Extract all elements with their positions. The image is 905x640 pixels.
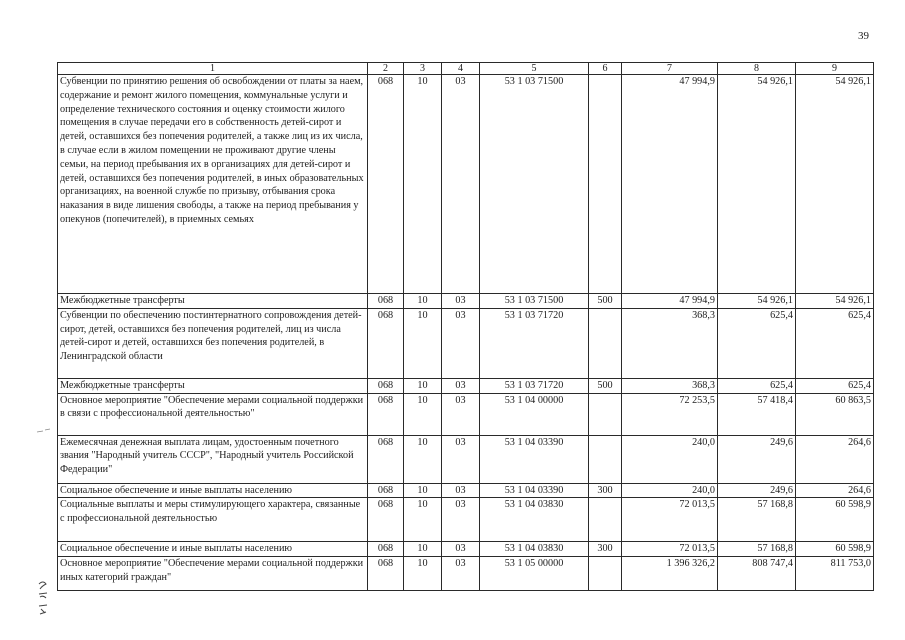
cell-value-col8: 57 168,8 xyxy=(718,498,796,542)
cell-subsection: 03 xyxy=(442,483,480,498)
table-row xyxy=(58,557,874,591)
cell-target-article: 53 1 03 71720 xyxy=(480,308,589,378)
cell-section: 10 xyxy=(404,308,442,378)
cell-expense-type xyxy=(589,557,622,591)
cell-value-col7: 240,0 xyxy=(622,435,718,483)
cell-ministry: 068 xyxy=(368,435,404,483)
cell-expense-type: 500 xyxy=(589,294,622,309)
row-name: Субвенции по обеспечению постинтернатного сопровождения детей-сирот, детей, оставшихся без попечения родителей, лиц из числа детей-сирот и детей, оставшихся без попечения родителей, в Ленинградской области xyxy=(58,308,368,378)
header-cell: 6 xyxy=(589,63,622,75)
table-row xyxy=(58,308,874,378)
cell-value-col9: 60 863,5 xyxy=(796,393,874,435)
table-row xyxy=(58,75,874,294)
cell-target-article: 53 1 04 00000 xyxy=(480,393,589,435)
row-name: Субвенции по принятию решения об освобождении от платы за наем, содержание и ремонт жилого помещения, коммунальные услуги и определение технического состояния и оценку стоимости жилого помещения в случае передачи его в собственность детей-сирот и детей, оставшихся без попечения родителей, а также лиц из их числа, в случае если в жилом помещении не проживают другие члены семьи, на период пребывания их в организациях для детей-сирот и детей, оставшихся без попечения родителей, в иных образовательных организациях, на военной службе по призыву, отбывания срока наказания в виде лишения свободы, а также на период пребывания у опекунов (попечителей), в приемных семьях xyxy=(58,75,368,294)
cell-value-col9: 54 926,1 xyxy=(796,75,874,294)
header-cell: 4 xyxy=(442,63,480,75)
cell-value-col8: 54 926,1 xyxy=(718,75,796,294)
cell-expense-type xyxy=(589,498,622,542)
cell-subsection: 03 xyxy=(442,435,480,483)
cell-value-col9: 625,4 xyxy=(796,378,874,393)
cell-target-article: 53 1 04 03390 xyxy=(480,483,589,498)
cell-subsection: 03 xyxy=(442,557,480,591)
cell-value-col7: 1 396 326,2 xyxy=(622,557,718,591)
cell-section: 10 xyxy=(404,557,442,591)
cell-value-col8: 54 926,1 xyxy=(718,294,796,309)
cell-ministry: 068 xyxy=(368,378,404,393)
row-name: Основное мероприятие "Обеспечение мерами социальной поддержки иных категорий граждан" xyxy=(58,557,368,591)
cell-section: 10 xyxy=(404,75,442,294)
cell-section: 10 xyxy=(404,542,442,557)
cell-subsection: 03 xyxy=(442,294,480,309)
cell-value-col8: 249,6 xyxy=(718,435,796,483)
cell-value-col9: 60 598,9 xyxy=(796,498,874,542)
header-cell: 8 xyxy=(718,63,796,75)
header-cell: 5 xyxy=(480,63,589,75)
cell-value-col9: 264,6 xyxy=(796,483,874,498)
cell-value-col7: 240,0 xyxy=(622,483,718,498)
table-row xyxy=(58,498,874,542)
cell-value-col9: 60 598,9 xyxy=(796,542,874,557)
cell-ministry: 068 xyxy=(368,542,404,557)
cell-expense-type: 300 xyxy=(589,483,622,498)
row-name: Социальное обеспечение и иные выплаты населению xyxy=(58,542,368,557)
cell-section: 10 xyxy=(404,498,442,542)
cell-subsection: 03 xyxy=(442,498,480,542)
cell-value-col8: 625,4 xyxy=(718,308,796,378)
cell-section: 10 xyxy=(404,483,442,498)
cell-expense-type xyxy=(589,393,622,435)
row-name: Межбюджетные трансферты xyxy=(58,378,368,393)
cell-section: 10 xyxy=(404,393,442,435)
table-row xyxy=(58,542,874,557)
header-cell: 3 xyxy=(404,63,442,75)
cell-expense-type: 500 xyxy=(589,378,622,393)
cell-ministry: 068 xyxy=(368,483,404,498)
cell-value-col7: 72 013,5 xyxy=(622,498,718,542)
cell-value-col7: 368,3 xyxy=(622,378,718,393)
margin-tick-mark xyxy=(36,428,52,434)
header-cell: 7 xyxy=(622,63,718,75)
cell-section: 10 xyxy=(404,435,442,483)
cell-ministry: 068 xyxy=(368,393,404,435)
cell-value-col9: 264,6 xyxy=(796,435,874,483)
cell-value-col9: 625,4 xyxy=(796,308,874,378)
header-cell: 1 xyxy=(58,63,368,75)
header-cell: 9 xyxy=(796,63,874,75)
cell-target-article: 53 1 05 00000 xyxy=(480,557,589,591)
table-row xyxy=(58,435,874,483)
cell-subsection: 03 xyxy=(442,75,480,294)
table-row xyxy=(58,483,874,498)
row-name: Ежемесячная денежная выплата лицам, удостоенным почетного звания "Народный учитель СССР", "Народный учитель Российской Федерации" xyxy=(58,435,368,483)
cell-value-col8: 249,6 xyxy=(718,483,796,498)
cell-expense-type xyxy=(589,435,622,483)
row-name: Социальное обеспечение и иные выплаты населению xyxy=(58,483,368,498)
cell-ministry: 068 xyxy=(368,308,404,378)
table-header-row xyxy=(58,63,874,75)
cell-ministry: 068 xyxy=(368,75,404,294)
cell-target-article: 53 1 04 03830 xyxy=(480,542,589,557)
cell-expense-type xyxy=(589,75,622,294)
cell-value-col7: 47 994,9 xyxy=(622,75,718,294)
table-row xyxy=(58,378,874,393)
cell-ministry: 068 xyxy=(368,498,404,542)
cell-subsection: 03 xyxy=(442,393,480,435)
cell-expense-type xyxy=(589,308,622,378)
cell-value-col8: 57 418,4 xyxy=(718,393,796,435)
cell-target-article: 53 1 03 71500 xyxy=(480,75,589,294)
cell-subsection: 03 xyxy=(442,542,480,557)
page-number: 39 xyxy=(858,30,869,42)
cell-subsection: 03 xyxy=(442,308,480,378)
row-name: Межбюджетные трансферты xyxy=(58,294,368,309)
cell-value-col7: 72 013,5 xyxy=(622,542,718,557)
cell-value-col7: 72 253,5 xyxy=(622,393,718,435)
cell-expense-type: 300 xyxy=(589,542,622,557)
cell-value-col8: 57 168,8 xyxy=(718,542,796,557)
cell-section: 10 xyxy=(404,294,442,309)
cell-ministry: 068 xyxy=(368,557,404,591)
cell-target-article: 53 1 03 71500 xyxy=(480,294,589,309)
row-name: Основное мероприятие "Обеспечение мерами социальной поддержки в связи с профессиональной деятельностью" xyxy=(58,393,368,435)
cell-target-article: 53 1 04 03830 xyxy=(480,498,589,542)
cell-section: 10 xyxy=(404,378,442,393)
header-cell: 2 xyxy=(368,63,404,75)
margin-handwritten-mark xyxy=(36,578,50,618)
table-row xyxy=(58,393,874,435)
cell-subsection: 03 xyxy=(442,378,480,393)
budget-table xyxy=(57,62,874,591)
cell-value-col8: 625,4 xyxy=(718,378,796,393)
cell-value-col7: 368,3 xyxy=(622,308,718,378)
cell-ministry: 068 xyxy=(368,294,404,309)
cell-value-col7: 47 994,9 xyxy=(622,294,718,309)
cell-value-col9: 54 926,1 xyxy=(796,294,874,309)
cell-target-article: 53 1 04 03390 xyxy=(480,435,589,483)
table-row xyxy=(58,294,874,309)
cell-target-article: 53 1 03 71720 xyxy=(480,378,589,393)
cell-value-col8: 808 747,4 xyxy=(718,557,796,591)
row-name: Социальные выплаты и меры стимулирующего характера, связанные с профессиональной деятельностью xyxy=(58,498,368,542)
cell-value-col9: 811 753,0 xyxy=(796,557,874,591)
